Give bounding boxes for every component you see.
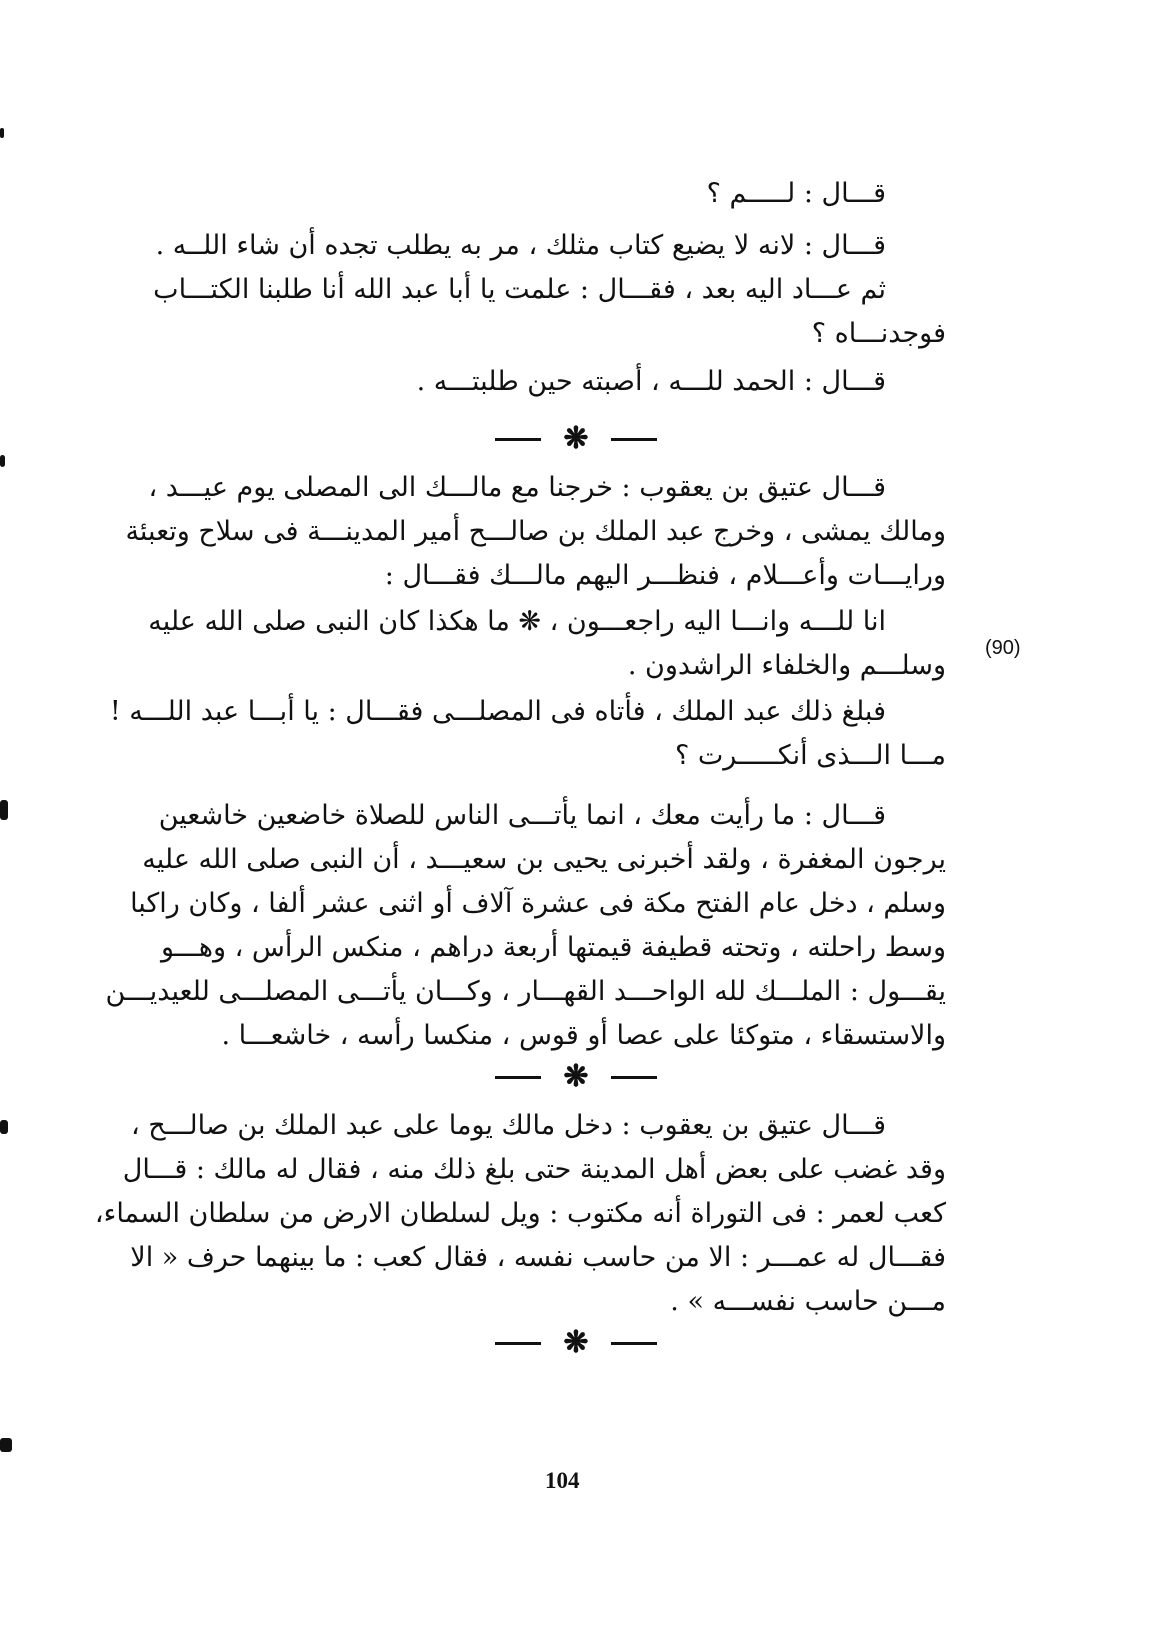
section-separator [476, 421, 676, 456]
text-line: وسط راحلته ، وتحته قطيفة قيمتها أربعة دراهم ، منكس الرأس ، وهـــو [161, 932, 946, 963]
text-line: ورايـــات وأعـــلام ، فنظـــر اليهم مالـــك فقـــال : [384, 560, 946, 591]
margin-note-number: (90) [985, 637, 1021, 659]
text-line: قـــال : الحمد للـــه ، أصبته حين طلبتـــه . [416, 366, 886, 397]
paragraph-2 [153, 268, 946, 356]
asterism-icon: ❋ [563, 1325, 589, 1360]
paragraph-4 [125, 466, 946, 598]
asterism-icon: ❋ [563, 1059, 589, 1094]
separator-dash [495, 438, 541, 441]
text-line: قـــال : ما رأيت معك ، انما يأتـــى الناس للصلاة خاضعين خاشعين [158, 800, 886, 831]
text-line: يرجون المغفرة ، ولقد أخبرنى يحيى بن سعيـــد ، أن النبى صلى الله عليه [142, 844, 946, 875]
text-line: فوجدنـــاه ؟ [811, 318, 946, 349]
paragraph-1 [155, 172, 946, 268]
asterism-icon: ❋ [563, 421, 589, 456]
section-separator [476, 1059, 676, 1094]
separator-dash [611, 1076, 657, 1079]
separator-dash [495, 1342, 541, 1345]
text-line: قـــال : لـــــم ؟ [706, 178, 886, 209]
text-line: والاستسقاء ، متوكئا على عصا أو قوس ، منكسا رأسه ، خاشعـــا . [221, 1020, 946, 1051]
scan-edge-mark [0, 1120, 8, 1134]
text-line: فقـــال له عمـــر : الا من حاسب نفسه ، فقال كعب : ما بينهما حرف « الا [130, 1242, 946, 1273]
text-line: ومالك يمشى ، وخرج عبد الملك بن صالـــح أمير المدينـــة فى سلاح وتعبئة [125, 516, 946, 547]
scan-edge-mark [0, 800, 8, 820]
paragraph-7 [105, 794, 946, 1058]
text-line: انا للـــه وانـــا اليه راجعـــون ، ❋ ما هكذا كان النبى صلى الله عليه [148, 606, 886, 637]
text-line: مـــا الـــذى أنكـــــرت ؟ [674, 740, 946, 771]
text-line: كعب لعمر : فى التوراة أنه مكتوب : ويل لسلطان الارض من سلطان السماء، [94, 1198, 946, 1229]
page-number: 104 [545, 1468, 580, 1493]
paragraph-6 [109, 690, 946, 778]
text-line: وسلـــم والخلفاء الراشدون . [627, 650, 946, 681]
text-line: قـــال : لانه لا يضيع كتاب مثلك ، مر به يطلب تجده أن شاء اللــه . [155, 230, 886, 261]
scan-edge-mark [0, 1438, 12, 1452]
scan-edge-mark [0, 128, 4, 138]
text-line: وقد غضب على بعض أهل المدينة حتى بلغ ذلك منه ، فقال له مالك : قـــال [122, 1154, 946, 1185]
section-separator [476, 1325, 676, 1360]
text-line: قـــال عتيق بن يعقوب : خرجنا مع مالـــك الى المصلى يوم عيـــد ، [148, 472, 886, 503]
text-line: وسلم ، دخل عام الفتح مكة فى عشرة آلاف أو اثنى عشر ألفا ، وكان راكبا [130, 888, 946, 919]
separator-dash [611, 1342, 657, 1345]
separator-dash [611, 438, 657, 441]
text-line: يقـــول : الملـــك لله الواحـــد القهـــار ، وكـــان يأتـــى المصلـــى للعيديـــن [105, 976, 946, 1007]
text-line: مـــن حاسب نفســـه » . [670, 1286, 946, 1317]
paragraph-8 [94, 1104, 946, 1324]
text-line: فبلغ ذلك عبد الملك ، فأتاه فى المصلـــى فقـــال : يا أبـــا عبد اللـــه ! [109, 696, 886, 727]
paragraph-5 [148, 600, 946, 688]
separator-dash [495, 1076, 541, 1079]
text-line: ثم عـــاد اليه بعد ، فقـــال : علمت يا أبا عبد الله أنا طلبنا الكتـــاب [153, 274, 886, 305]
text-line: قـــال عتيق بن يعقوب : دخل مالك يوما على عبد الملك بن صالـــح ، [130, 1110, 886, 1141]
scan-edge-mark [0, 455, 5, 467]
paragraph-3 [196, 360, 946, 404]
